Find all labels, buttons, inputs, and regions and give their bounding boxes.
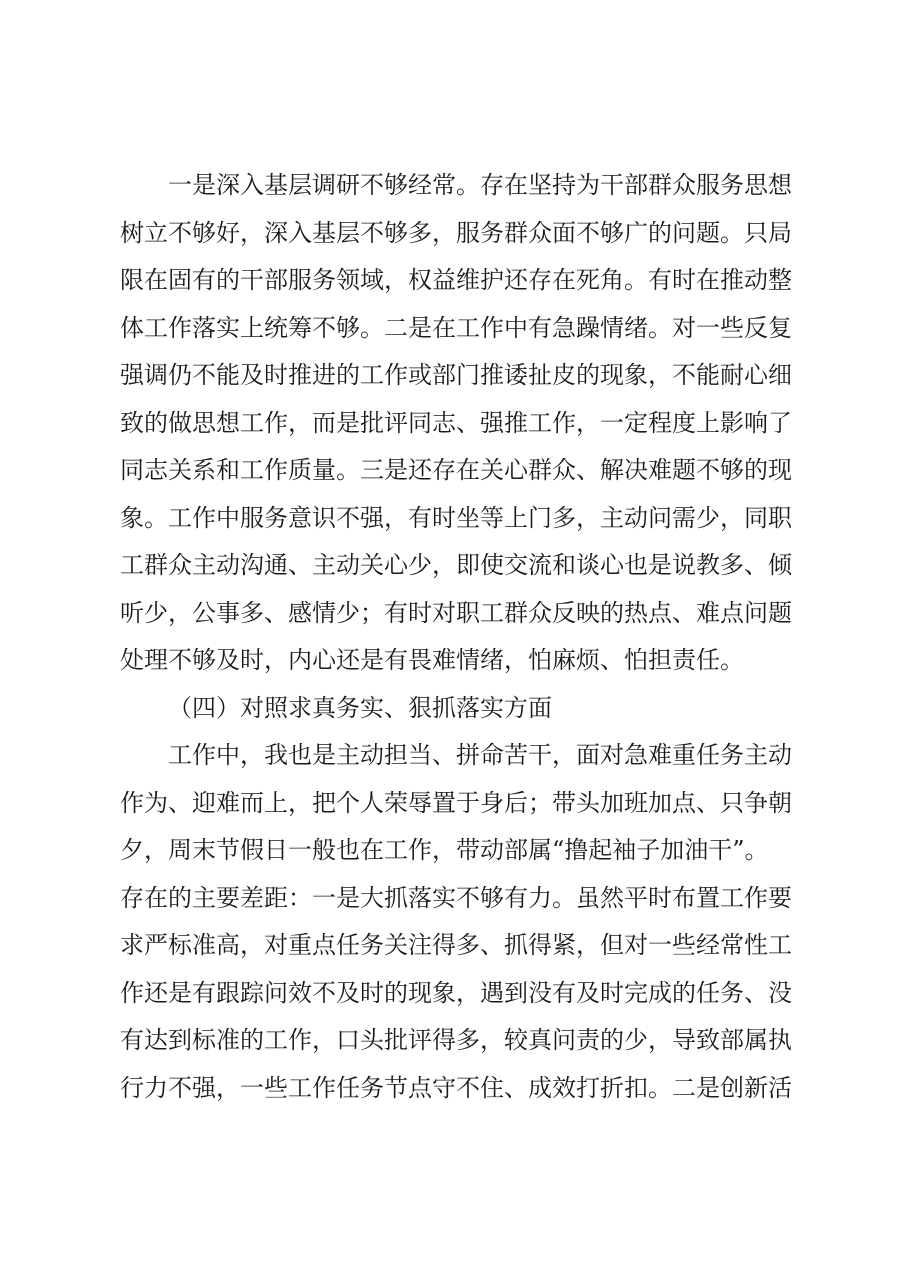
paragraph-2-line-3: 夕，周末节假日一般也在工作，带动部属“撸起袖子加油干”。: [120, 836, 769, 864]
paragraph-1-line-4: 体工作落实上统筹不够。二是在工作中有急躁情绪。对一些反复: [120, 313, 792, 342]
paragraph-2-line-2: 作为、迎难而上，把个人荣辱置于身后；带头加班加点、只争朝: [120, 788, 792, 817]
paragraph-2-line-7: 有达到标准的工作，口头批评得多，较真问责的少，导致部属执: [120, 1026, 792, 1054]
paragraph-2-line-8: 行力不强，一些工作任务节点守不住、成效打折扣。二是创新活: [120, 1073, 792, 1102]
paragraph-1-line-3: 限在固有的干部服务领域，权益维护还存在死角。有时在推动整: [120, 266, 792, 294]
paragraph-2-line-5: 求严标准高，对重点任务关注得多、抓得紧，但对一些经常性工: [120, 931, 792, 959]
document-body: [120, 162, 810, 1112]
paragraph-1-line-7: 同志关系和工作质量。三是还存在关心群众、解决难题不够的现: [120, 456, 792, 484]
section-heading-4: （四）对照求真务实、狠抓落实方面: [168, 693, 552, 722]
paragraph-1-line-2: 树立不够好，深入基层不够多，服务群众面不够广的问题。只局: [120, 218, 792, 247]
paragraph-1-line-5: 强调仍不能及时推进的工作或部门推诿扯皮的现象，不能耐心细: [120, 361, 792, 389]
paragraph-2-line-4: 存在的主要差距：一是大抓落实不够有力。虽然平时布置工作要: [120, 883, 792, 912]
paragraph-1-line-11: 处理不够及时，内心还是有畏难情绪，怕麻烦、怕担责任。: [120, 646, 744, 674]
paragraph-2-line-6: 作还是有跟踪问效不及时的现象，遇到没有及时完成的任务、没: [120, 978, 792, 1007]
paragraph-1-line-10: 听少，公事多、感情少；有时对职工群众反映的热点、难点问题: [120, 598, 792, 627]
paragraph-2-line-1: 工作中，我也是主动担当、拼命苦干，面对急难重任务主动: [168, 741, 792, 769]
paragraph-1-line-1: 一是深入基层调研不够经常。存在坚持为干部群众服务思想: [168, 171, 792, 199]
paragraph-1-line-8: 象。工作中服务意识不强，有时坐等上门多，主动问需少，同职: [120, 503, 792, 532]
paragraph-1-line-9: 工群众主动沟通、主动关心少，即使交流和谈心也是说教多、倾: [120, 551, 792, 579]
paragraph-1-line-6: 致的做思想工作，而是批评同志、强推工作，一定程度上影响了: [120, 408, 792, 437]
